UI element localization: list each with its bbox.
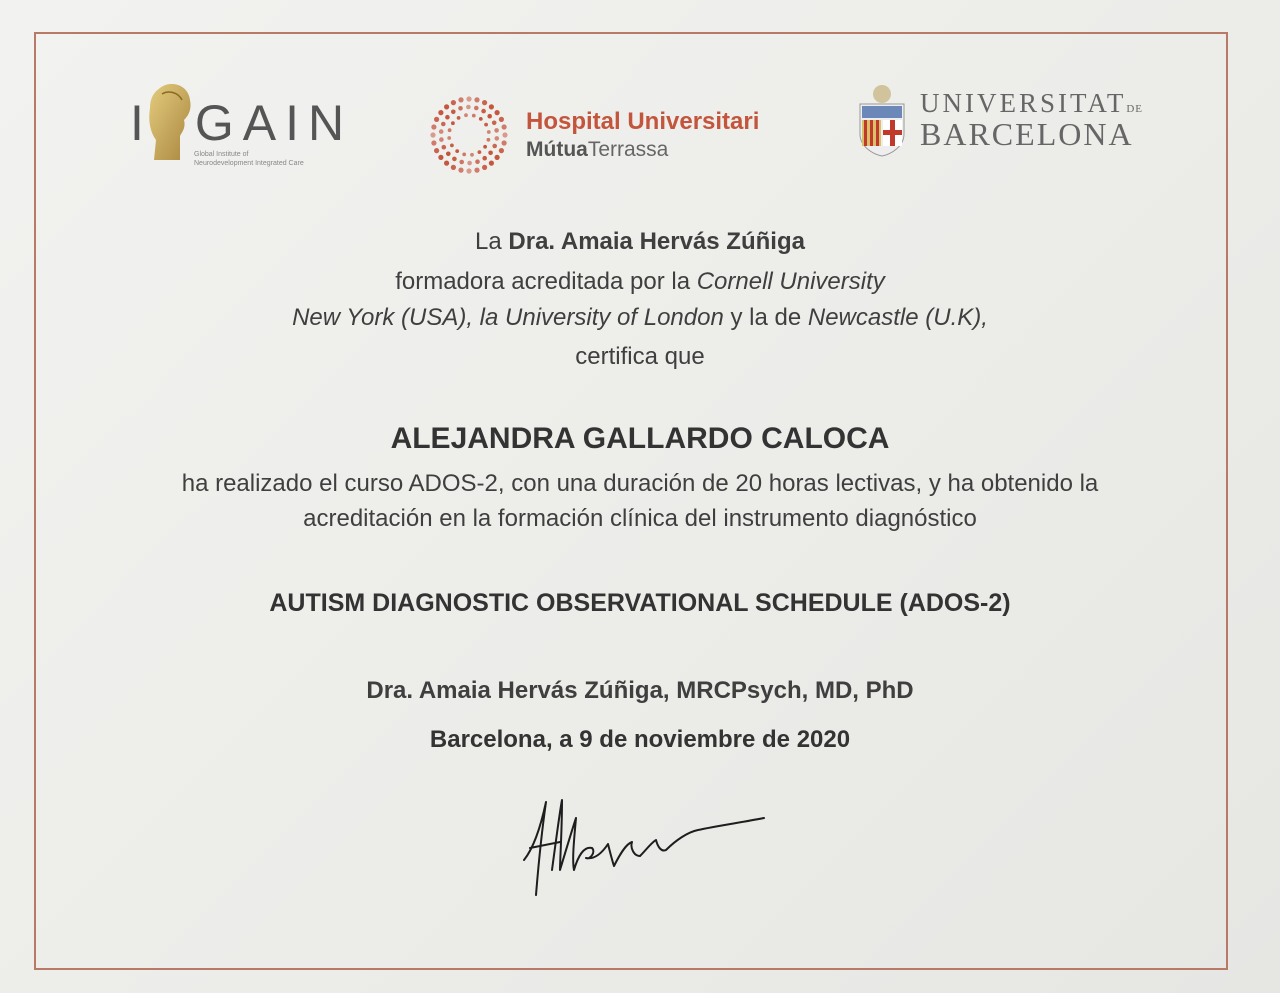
hospital-ring-dot [450, 144, 454, 148]
hospital-ring-dot [458, 106, 463, 111]
hospital-ring-dot [474, 97, 479, 102]
accreditation-newcastle: Newcastle (U.K), [807, 304, 988, 331]
igain-logo [130, 80, 360, 175]
university-logo [856, 82, 1156, 162]
hospital-ring-dot [487, 138, 491, 142]
hospital-ring-dot [481, 109, 486, 114]
hospital-ring-dot [495, 155, 500, 160]
hospital-ring-dot [458, 168, 463, 173]
hospital-ring-dot [431, 140, 436, 145]
igain-tagline [194, 150, 304, 168]
hospital-ring-dot [502, 140, 507, 145]
hospital-ring-dot [462, 153, 466, 157]
recipient-name: ALEJANDRA GALLARDO CALOCA [390, 422, 890, 455]
hospital-ring-dot [451, 100, 456, 105]
university-name-de: DE [1126, 103, 1143, 115]
university-name-line2: BARCELONA [920, 116, 1134, 152]
igain-wordmark: I GAIN [130, 95, 354, 151]
hospital-ring-dot [474, 168, 479, 173]
accreditation-newyork: New York (USA), la University of London [292, 304, 724, 331]
accreditation-y: y la de [730, 304, 802, 331]
hospital-ring-dot [483, 145, 487, 149]
certifies-line: certifica que [575, 343, 705, 370]
issuer-line [0, 228, 1280, 256]
hospital-ring-dot [487, 130, 491, 134]
hospital-ring-dot [451, 165, 456, 170]
hospital-ring-dot [434, 117, 439, 122]
hospital-ring-dot [451, 110, 456, 115]
hospital-ring-dot [458, 97, 463, 102]
hospital-ring-dot [464, 113, 468, 117]
hospital-ring-dot [482, 165, 487, 170]
hospital-dot-ring-icon [428, 94, 510, 176]
hospital-ring-dot [467, 161, 472, 166]
university-name-line1 [920, 88, 1143, 119]
hospital-ring-dot [441, 122, 446, 127]
hospital-ring-dot [472, 114, 476, 118]
hospital-ring-dot [489, 161, 494, 166]
hospital-subname-bold: Mútua [526, 138, 588, 161]
hospital-ring-dot [492, 121, 497, 126]
accreditation-cornell: Cornell University [696, 268, 885, 295]
university-shield-icon [856, 82, 908, 158]
signatory-line: Dra. Amaia Hervás Zúñiga, MRCPsych, MD, PhD [366, 677, 914, 704]
hospital-ring-dot [444, 161, 449, 166]
hospital-ring-dot [459, 160, 464, 165]
hospital-ring-dot [444, 104, 449, 109]
hospital-subname-rest: Terrassa [587, 138, 669, 161]
description-line-2: acreditación en la formación clínica del instrumento diagnóstico [303, 505, 977, 532]
hospital-ring-dot [482, 100, 487, 105]
hospital-ring-dot [502, 132, 507, 137]
hospital-ring-dot [439, 137, 444, 142]
hospital-name: Hospital Universitari [526, 108, 760, 135]
hospital-ring-dot [466, 105, 471, 110]
issuer-name: Dra. Amaia Hervás Zúñiga [508, 228, 805, 255]
hospital-ring-dot [495, 110, 500, 115]
hospital-ring-dot [445, 115, 450, 120]
accreditation-line-2 [0, 304, 1280, 332]
igain-tagline-1: Global Institute of [194, 151, 249, 158]
signature-image [516, 790, 766, 910]
hospital-ring-dot [439, 129, 444, 134]
accreditation-line-1 [0, 268, 1280, 296]
hospital-ring-dot [452, 157, 457, 162]
hospital-ring-dot [442, 145, 447, 150]
hospital-ring-dot [438, 110, 443, 115]
course-title: AUTISM DIAGNOSTIC OBSERVATIONAL SCHEDULE (ADOS-2) [269, 589, 1011, 617]
hospital-ring-dot [488, 151, 493, 156]
hospital-ring-dot [434, 148, 439, 153]
hospital-ring-dot [475, 159, 480, 164]
hospital-subname [526, 138, 668, 162]
hospital-ring-dot [482, 156, 487, 161]
hospital-ring-dot [492, 144, 497, 149]
hospital-ring-dot [499, 117, 504, 122]
hospital-ring-dot [430, 132, 435, 137]
hospital-ring-dot [502, 124, 507, 129]
igain-tagline-2: Neurodevelopment Integrated Care [194, 160, 304, 167]
hospital-ring-dot [499, 148, 504, 153]
hospital-ring-dot [466, 96, 471, 101]
hospital-ring-dot [448, 128, 452, 132]
hospital-ring-dot [494, 128, 499, 133]
hospital-ring-dot [438, 155, 443, 160]
hospital-ring-dot [470, 153, 474, 157]
accreditation-text: formadora acreditada por la [395, 268, 691, 295]
hospital-ring-dot [479, 117, 483, 121]
hospital-ring-dot [484, 123, 488, 127]
hospital-ring-dot [431, 124, 436, 129]
hospital-ring-dot [478, 150, 482, 154]
hospital-ring-dot [474, 106, 479, 111]
hospital-ring-dot [446, 152, 451, 157]
hospital-ring-dot [495, 136, 500, 141]
issuer-prefix: La [475, 228, 502, 255]
hospital-logo [428, 94, 798, 174]
hospital-ring-dot [455, 149, 459, 153]
igain-letters: GAIN [194, 95, 354, 151]
description-line-1: ha realizado el curso ADOS-2, con una duración de 20 horas lectivas, y ha obtenido la [181, 470, 1099, 497]
place-date-line: Barcelona, a 9 de noviembre de 2020 [429, 726, 851, 753]
university-name-word: UNIVERSITAT [920, 88, 1127, 118]
hospital-ring-dot [451, 121, 455, 125]
hospital-ring-dot [489, 104, 494, 109]
hospital-ring-dot [487, 114, 492, 119]
hospital-ring-dot [457, 116, 461, 120]
hospital-ring-dot [447, 136, 451, 140]
hospital-ring-dot [466, 168, 471, 173]
